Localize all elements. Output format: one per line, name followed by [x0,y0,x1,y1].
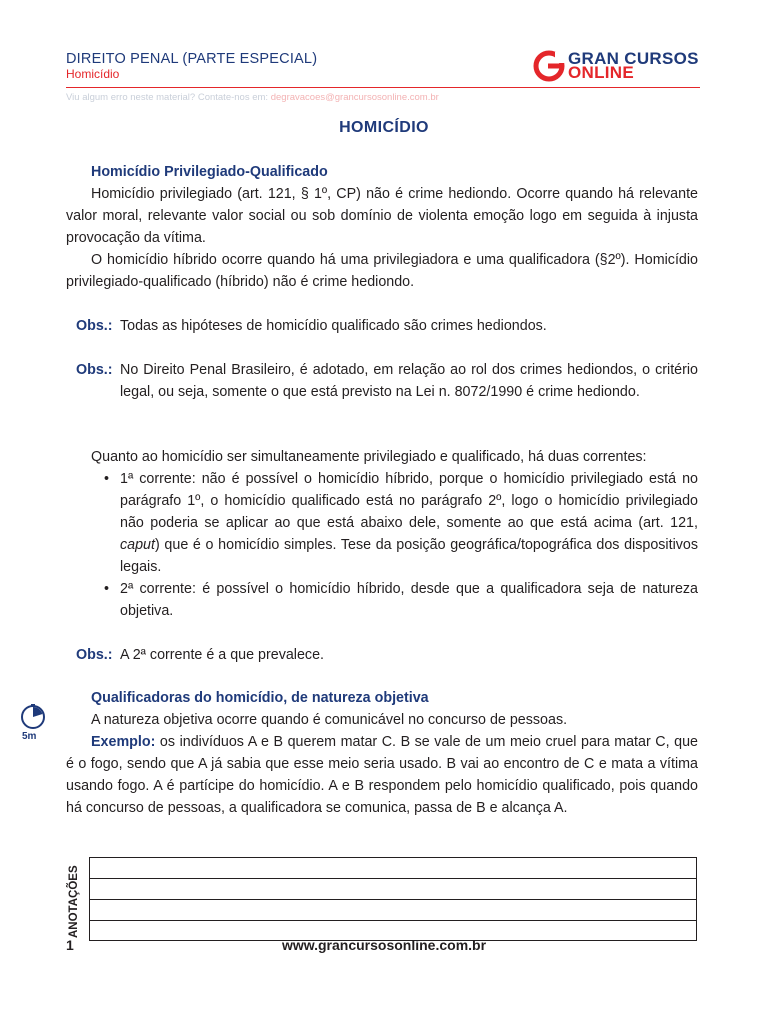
notes-label-text: ANOTAÇÕES [68,865,80,938]
currents-list [66,468,698,622]
notes-area[interactable] [89,857,697,941]
paragraph: O homicídio híbrido ocorre quando há uma privilegiadora e uma qualificadora (§2º). Homicídio privilegiado-qualificado (híbrido) não é crime hediondo. [66,252,698,290]
paragraph: Homicídio privilegiado (art. 121, § 1º, CP) não é crime hediondo. Ocorre quando há relevante valor moral, relevante valor social ou sob domínio de violenta emoção logo em seguida à injusta provocação da vítima. [66,186,698,246]
clock-icon [20,704,46,730]
obs-label: Obs.: [76,647,113,663]
obs-text: A 2ª corrente é a que prevalece. [120,647,324,663]
bullet: • [104,471,110,487]
clock-time-label: 5m [22,731,37,742]
item-text: ) que é o homicídio simples. Tese da posição geográfica/topográfica dos dispositivos legais. [120,537,698,575]
obs-label: Obs.: [76,362,113,378]
example-text: os indivíduos A e B querem matar C. B se vale de um meio cruel para matar C, que é o fogo, sendo que A já sabia que esse meio seria usado. B vai ao encontro de C e mata a vítima usando fogo. A é partícipe do homicídio. A e B respondem pelo homicídio qualificado, pois quando há concurso de pessoas, a qualificadora se comunica, passa de B e alcança A. [66,734,698,816]
notes-line[interactable] [90,858,696,879]
item-text: 2ª corrente: é possível o homicídio híbrido, desde que a qualificadora seja de natureza objetiva. [120,581,698,619]
example-label: Exemplo: [91,734,156,750]
obs-label: Obs.: [76,318,113,334]
currents-block [66,446,698,622]
section-heading: Homicídio Privilegiado-Qualificado [91,164,328,180]
course-topic: Homicídio [66,67,120,81]
paragraph: Quanto ao homicídio ser simultaneamente privilegiado e qualificado, há duas correntes: [91,449,647,465]
course-title: DIREITO PENAL (PARTE ESPECIAL) [66,51,318,67]
section-privilegiado-qualificado [66,161,698,293]
section-qualificadoras-objetiva [66,687,698,819]
list-item [66,578,698,622]
logo-text-line1: GRAN CURSOS [568,49,699,68]
notes-line[interactable] [90,879,696,900]
contact-line [66,92,439,103]
contact-prefix: Viu algum erro neste material? Contate-nos em: [66,92,271,103]
obs-text: Todas as hipóteses de homicídio qualificado são crimes hediondos. [120,318,547,334]
section-heading: Qualificadoras do homicídio, de natureza objetiva [91,690,429,706]
bullet: • [104,581,110,597]
logo-text-line2: ONLINE [568,63,635,82]
obs-text: No Direito Penal Brasileiro, é adotado, em relação ao rol dos crimes hediondos, o critério legal, ou seja, somente o que está previsto na Lei n. 8072/1990 é crime hediondo. [120,362,698,400]
italic-term: caput [120,537,155,553]
brand-logo [533,48,703,82]
notes-line[interactable] [90,900,696,921]
item-text: 1ª corrente: não é possível o homicídio híbrido, porque o homicídio privilegiado está no parágrafo 1º, o homicídio qualificado está no parágrafo 2º, logo o homicídio privilegiado não poderia se aplicar ao que está abaixo dele, somente ao que está acima (art. 121, [120,471,698,531]
contact-email-link[interactable]: degravacoes@grancursosonline.com.br [270,92,439,103]
page-number: 1 [66,937,74,953]
page-title: HOMICÍDIO [339,119,429,136]
header-divider [66,87,700,88]
logo-g-icon [533,50,565,82]
footer-website-link[interactable]: www.grancursosonline.com.br [281,937,487,953]
list-item [66,468,698,578]
paragraph: A natureza objetiva ocorre quando é comunicável no concurso de pessoas. [91,712,568,728]
example-paragraph [66,731,698,819]
notes-label [60,860,84,942]
